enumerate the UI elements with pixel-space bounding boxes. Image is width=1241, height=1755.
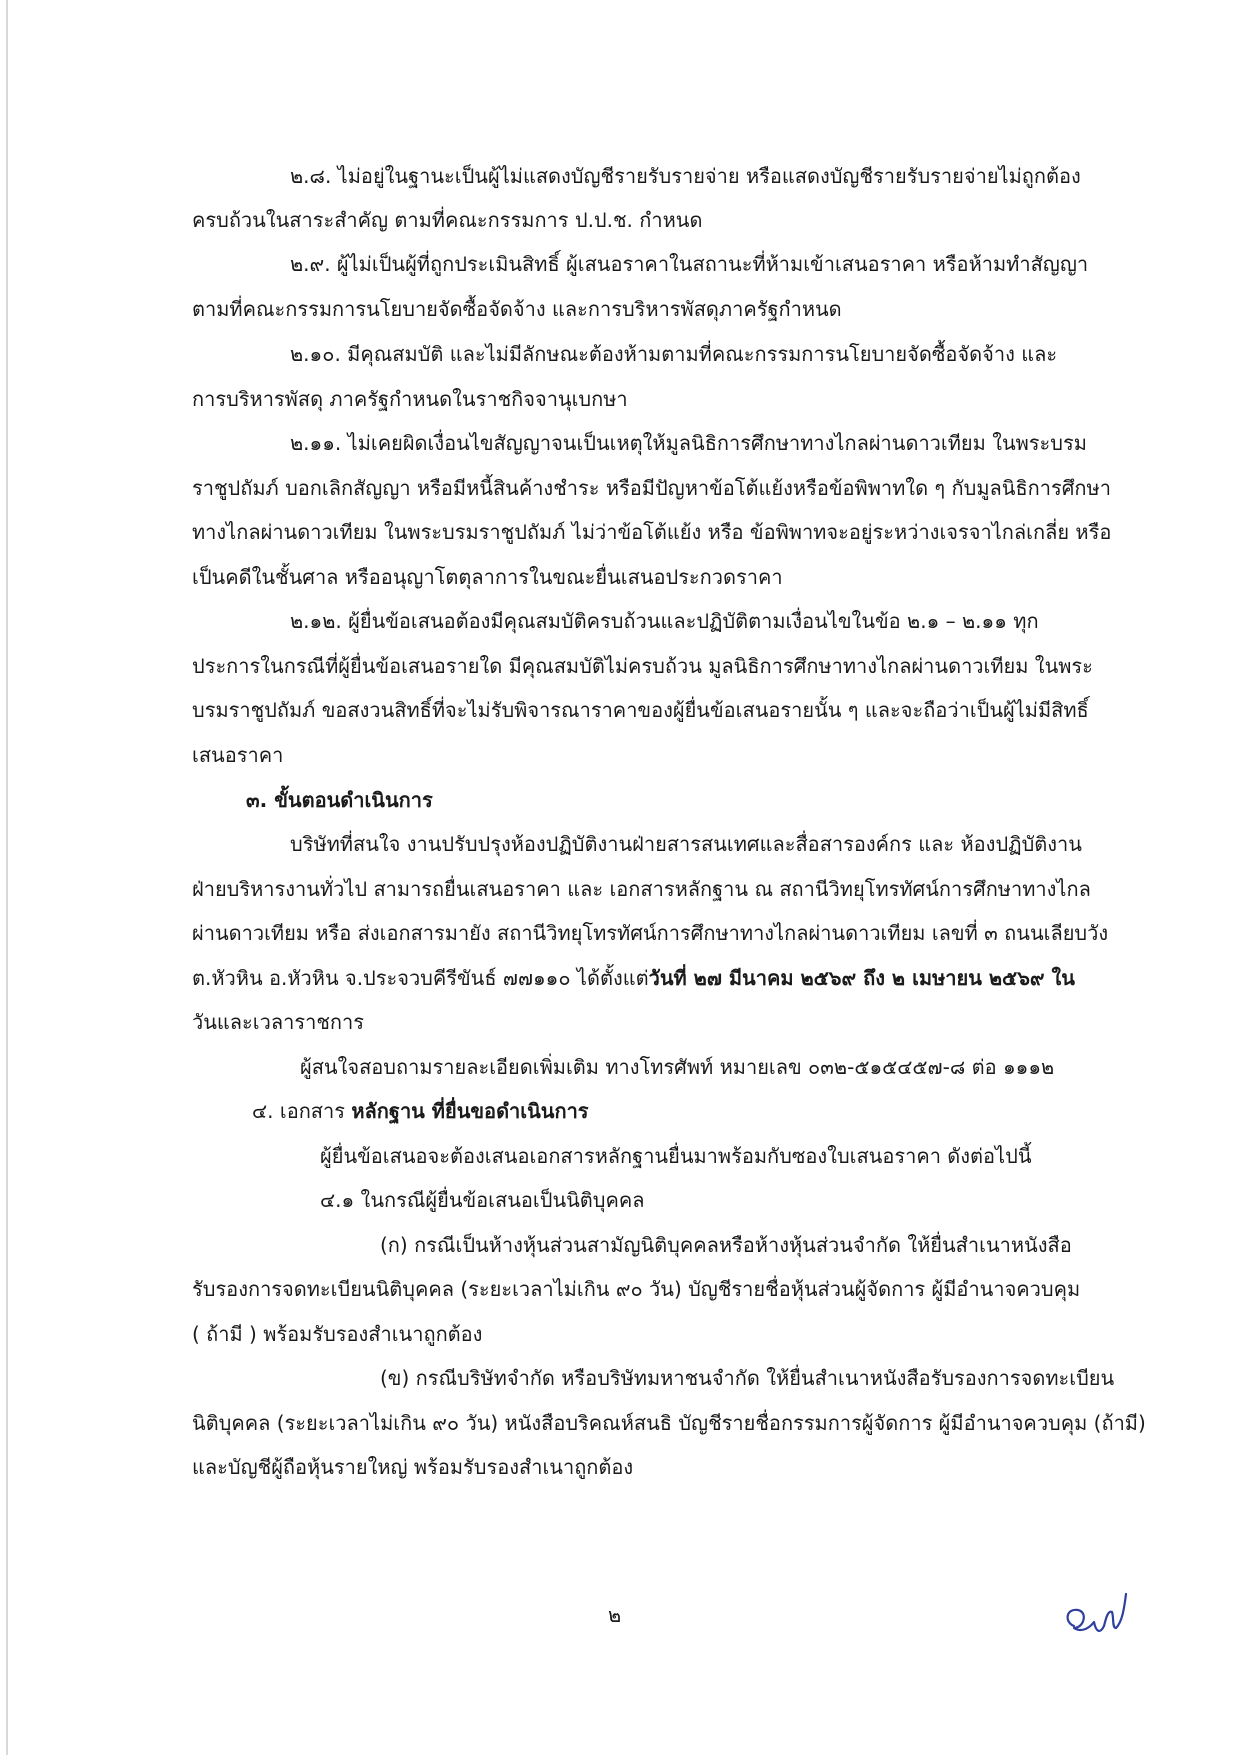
paragraph-line: ผ่านดาวเทียม หรือ ส่งเอกสารมายัง สถานีวิทยุโทรทัศน์การศึกษาทางไกลผ่านดาวเทียม เลขที่ ๓ ถนนเลียบวัง — [192, 921, 1109, 945]
section-heading — [252, 1095, 589, 1127]
paragraph-line: การบริหารพัสดุ ภาครัฐกำหนดในราชกิจจานุเบกษา — [192, 387, 628, 411]
section-number: ๔. เอกสาร — [252, 1099, 352, 1123]
paragraph-line: ประการในกรณีที่ผู้ยื่นข้อเสนอรายใด มีคุณสมบัติไม่ครบถ้วน มูลนิธิการศึกษาทางไกลผ่านดาวเทียม ในพระ — [192, 654, 1093, 678]
paragraph-line: ฝ่ายบริหารงานทั่วไป สามารถยื่นเสนอราคา และ เอกสารหลักฐาน ณ สถานีวิทยุโทรทัศน์การศึกษาทางไกล — [192, 877, 1091, 901]
section-title: หลักฐาน ที่ยื่นขอดำเนินการ — [351, 1099, 589, 1123]
paragraph-line: เป็นคดีในชั้นศาล หรืออนุญาโตตุลาการในขณะยื่นเสนอประกวดราคา — [192, 565, 783, 589]
paragraph-line: ทางไกลผ่านดาวเทียม ในพระบรมราชูปถัมภ์ ไม่ว่าข้อโต้แย้ง หรือ ข้อพิพาทจะอยู่ระหว่างเจรจาไกล่เกลี่ย หรือ — [192, 520, 1112, 544]
paragraph-line: (ก) กรณีเป็นห้างหุ้นส่วนสามัญนิติบุคคลหรือห้างหุ้นส่วนจำกัด ให้ยื่นสำเนาหนังสือ — [380, 1233, 1072, 1257]
paragraph-line: วันและเวลาราชการ — [192, 1010, 364, 1034]
section-heading: ๓. ขั้นตอนดำเนินการ — [246, 788, 433, 812]
paragraph-line: รับรองการจดทะเบียนนิติบุคคล (ระยะเวลาไม่เกิน ๙๐ วัน) บัญชีรายชื่อหุ้นส่วนผู้จัดการ ผู้มีอำนาจควบคุม — [192, 1277, 1081, 1301]
paragraph-line: (ข) กรณีบริษัทจำกัด หรือบริษัทมหาชนจำกัด ให้ยื่นสำเนาหนังสือรับรองการจดทะเบียน — [380, 1366, 1115, 1390]
paragraph-line: นิติบุคคล (ระยะเวลาไม่เกิน ๙๐ วัน) หนังสือบริคณห์สนธิ บัญชีรายชื่อกรรมการผู้จัดการ ผู้มีอำนาจควบคุม (ถ้ามี) — [192, 1411, 1146, 1435]
paragraph-line: ครบถ้วนในสาระสำคัญ ตามที่คณะกรรมการ ป.ป.ช. กำหนด — [192, 208, 703, 232]
page-number: ๒ — [608, 1603, 622, 1627]
paragraph-line: บริษัทที่สนใจ งานปรับปรุงห้องปฏิบัติงานฝ่ายสารสนเทศและสื่อสารองค์กร และ ห้องปฏิบัติงาน — [290, 832, 1082, 856]
paragraph-line: ราชูปถัมภ์ บอกเลิกสัญญา หรือมีหนี้สินค้างชำระ หรือมีปัญหาข้อโต้แย้งหรือข้อพิพาทใด ๆ กับมูลนิธิการศึกษา — [192, 476, 1111, 500]
paragraph-line: ๒.๑๒. ผู้ยื่นข้อเสนอต้องมีคุณสมบัติครบถ้วนและปฏิบัติตามเงื่อนไขในข้อ ๒.๑ – ๒.๑๑ ทุก — [290, 609, 1039, 633]
paragraph-line — [192, 962, 1075, 994]
address-text: ต.หัวหิน อ.หัวหิน จ.ประจวบคีรีขันธ์ ๗๗๑๑๐ ได้ตั้งแต่ — [192, 966, 649, 990]
paragraph-line: ๒.๑๐. มีคุณสมบัติ และไม่มีลักษณะต้องห้ามตามที่คณะกรรมการนโยบายจัดซื้อจัดจ้าง และ — [290, 342, 1058, 366]
paragraph-line: เสนอราคา — [192, 743, 284, 767]
signature-mark — [1060, 1582, 1138, 1652]
paragraph-line: ๒.๙. ผู้ไม่เป็นผู้ที่ถูกประเมินสิทธิ์ ผู้เสนอราคาในสถานะที่ห้ามเข้าเสนอราคา หรือห้ามทำสัญญา — [290, 252, 1089, 276]
paragraph-line: และบัญชีผู้ถือหุ้นรายใหญ่ พร้อมรับรองสำเนาถูกต้อง — [192, 1455, 634, 1479]
paragraph-line: ๒.๑๑. ไม่เคยผิดเงื่อนไขสัญญาจนเป็นเหตุให้มูลนิธิการศึกษาทางไกลผ่านดาวเทียม ในพระบรม — [290, 431, 1087, 455]
date-range-text: วันที่ ๒๗ มีนาคม ๒๕๖๙ ถึง ๒ เมษายน ๒๕๖๙ ใน — [648, 966, 1075, 990]
paragraph-line: บรมราชูปถัมภ์ ขอสงวนสิทธิ์ที่จะไม่รับพิจารณาราคาของผู้ยื่นข้อเสนอรายนั้น ๆ และจะถือว่าเป็นผู้ไม่มีสิทธิ์ — [192, 698, 1089, 722]
paragraph-line: ผู้ยื่นข้อเสนอจะต้องเสนอเอกสารหลักฐานยื่นมาพร้อมกับซองใบเสนอราคา ดังต่อไปนี้ — [320, 1144, 1032, 1168]
paragraph-line: ๒.๘. ไม่อยู่ในฐานะเป็นผู้ไม่แสดงบัญชีรายรับรายจ่าย หรือแสดงบัญชีรายรับรายจ่ายไม่ถูกต้อง — [290, 164, 1081, 188]
paragraph-line: ตามที่คณะกรรมการนโยบายจัดซื้อจัดจ้าง และการบริหารพัสดุภาครัฐกำหนด — [192, 297, 842, 321]
contact-line: ผู้สนใจสอบถามรายละเอียดเพิ่มเติม ทางโทรศัพท์ หมายเลข ๐๓๒-๕๑๕๔๕๗-๘ ต่อ ๑๑๑๒ — [300, 1055, 1055, 1079]
paragraph-line: ๔.๑ ในกรณีผู้ยื่นข้อเสนอเป็นนิติบุคคล — [320, 1188, 645, 1212]
paragraph-line: ( ถ้ามี ) พร้อมรับรองสำเนาถูกต้อง — [192, 1322, 483, 1346]
page-edge — [6, 0, 8, 1755]
